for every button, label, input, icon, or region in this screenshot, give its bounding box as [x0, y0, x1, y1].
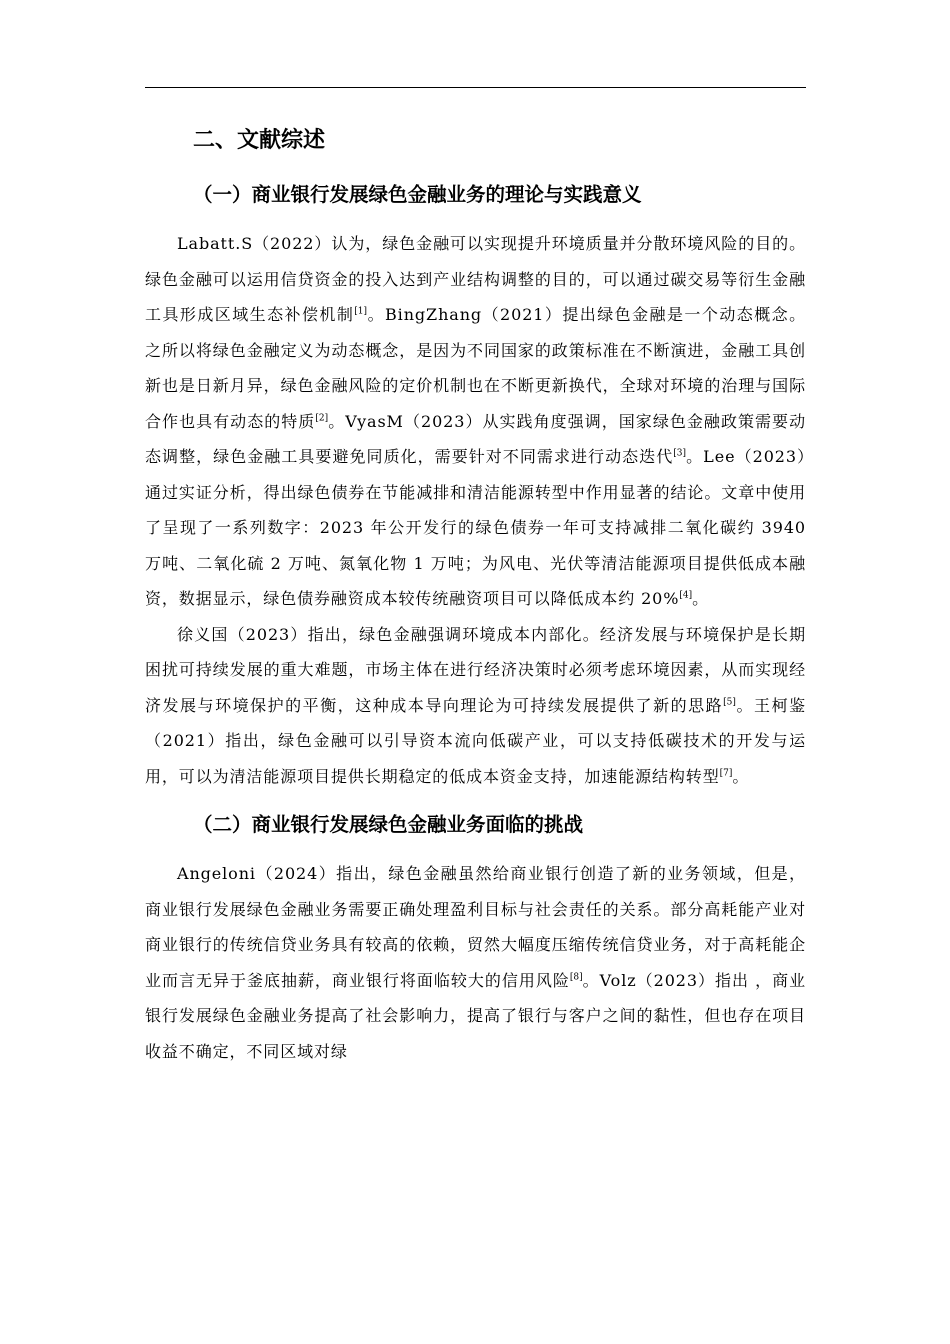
subsection-title-1: （一）商业银行发展绿色金融业务的理论与实践意义 [193, 183, 642, 206]
citation-ref: [8] [569, 972, 583, 983]
text-run: Labatt.S（2022）认为，绿色金融可以实现提升环境质量并分散环境风险的目的。绿色金融可以运用信贷资金的投入达到产业结构调整的目的，可以通过碳交易等衍生金融工具形成区域生态补偿机制 [145, 234, 806, 324]
text-run: 。Volz（2023）指出 ，商业银行发展绿色金融业务提高了社会影响力，提高了银行与客户之间的黏性，但也存在项目收益不确定，不同区域对绿 [145, 970, 806, 1061]
paragraph [145, 226, 806, 617]
text-run: 。BingZhang（2021）提出绿色金融是一个动态概念。之所以将绿色金融定义为动态概念，是因为不同国家的政策标准在不断演进，金融工具创新也是日新月异，绿色金融风险的定价机制也在不断更新换代，全球对环境的治理与国际合作也具有动态的特质 [145, 305, 806, 431]
text-run: 。 [692, 589, 710, 608]
citation-ref: [7] [719, 768, 733, 779]
section-title: 二、文献综述 [193, 128, 326, 153]
paragraph [145, 856, 806, 1069]
header-rule [145, 87, 806, 88]
text-run: 。VyasM（2023）从实践角度强调，国家绿色金融政策需要动态调整，绿色金融工具要避免同质化，需要针对不同需求进行动态迭代 [145, 411, 806, 466]
citation-ref: [2] [315, 413, 329, 424]
citation-ref: [3] [673, 448, 686, 459]
citation-ref: [5] [723, 697, 736, 708]
citation-ref: [4] [679, 590, 693, 601]
subsection-title-2: （二）商业银行发展绿色金融业务面临的挑战 [193, 813, 584, 836]
citation-ref: [1] [354, 306, 368, 317]
text-run: 。王柯鉴（2021）指出，绿色金融可以引导资本流向低碳产业，可以支持低碳技术的开发与运用，可以为清洁能源项目提供长期稳定的低成本资金支持，加速能源结构转型 [145, 695, 807, 786]
text-run: 。Lee（2023）通过实证分析，得出绿色债券在节能减排和清洁能源转型中作用显著的结论。文章中使用了呈现了一系列数字：2023 年公开发行的绿色债券一年可支持减排二氧化碳约 3940 万吨、二氧化硫 2 万吨、氮氧化物 1 万吨；为风电、光伏等清洁能源项目提供低成本融资，数据显示，绿色债券融资成本较传统融资项目可以降低成本约 20% [145, 447, 806, 608]
paragraph [145, 617, 806, 795]
text-run: 。 [732, 766, 750, 786]
page-body [145, 118, 806, 1069]
text-run: 徐义国（2023）指出，绿色金融强调环境成本内部化。经济发展与环境保护是长期困扰可持续发展的重大难题，市场主体在进行经济决策时必须考虑环境因素，从而实现经济发展与环境保护的平衡，这种成本导向理论为可持续发展提供了新的思路 [145, 624, 806, 715]
text-run: Angeloni（2024）指出，绿色金融虽然给商业银行创造了新的业务领域，但是，商业银行发展绿色金融业务需要正确处理盈利目标与社会责任的关系。部分高耗能产业对商业银行的传统信贷业务具有较高的依赖，贸然大幅度压缩传统信贷业务，对于高耗能企业而言无异于釜底抽薪，商业银行将面临较大的信用风险 [145, 864, 806, 990]
